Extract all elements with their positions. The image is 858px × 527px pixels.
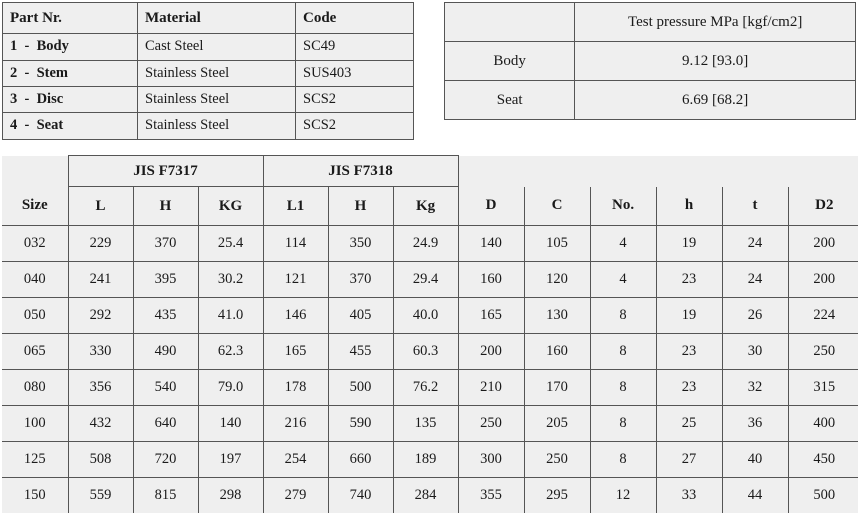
cell-h3: 19 [656,298,722,334]
cell-l: 229 [68,226,133,262]
cell-size: 150 [2,478,68,514]
group-jis-f7318: JIS F7318 [263,156,458,187]
col-header-d: D [458,187,524,226]
cell-l: 241 [68,262,133,298]
cell-kg2: 24.9 [393,226,458,262]
cell-no: 8 [590,334,656,370]
cell-d: 210 [458,370,524,406]
cell-l: 432 [68,406,133,442]
pressure-label-seat: Seat [445,81,575,120]
material-code: SCS2 [296,113,414,139]
cell-h2: 370 [328,262,393,298]
col-header-kg: KG [198,187,263,226]
cell-d: 250 [458,406,524,442]
cell-c: 120 [524,262,590,298]
material-code: SC49 [296,34,414,60]
cell-size: 100 [2,406,68,442]
col-header-size: Size [2,187,68,226]
cell-no: 8 [590,370,656,406]
cell-t: 36 [722,406,788,442]
pressure-corner-cell [445,3,575,42]
material-header-part: Part Nr. [3,3,138,34]
cell-c: 170 [524,370,590,406]
cell-c: 295 [524,478,590,514]
table-row [2,370,858,406]
table-row [2,226,858,262]
cell-h2: 455 [328,334,393,370]
material-name: Stainless Steel [138,86,296,112]
col-header-t: t [722,187,788,226]
pressure-header: Test pressure MPa [kgf/cm2] [575,3,856,42]
cell-t: 32 [722,370,788,406]
group-blank [2,156,68,187]
material-header-material: Material [138,3,296,34]
col-header-h: H [133,187,198,226]
table-row [3,60,414,86]
cell-d: 300 [458,442,524,478]
cell-kg: 30.2 [198,262,263,298]
cell-l1: 279 [263,478,328,514]
col-header-h3: h [656,187,722,226]
cell-t: 24 [722,226,788,262]
table-row [445,3,856,42]
cell-kg: 41.0 [198,298,263,334]
cell-kg: 298 [198,478,263,514]
cell-kg2: 189 [393,442,458,478]
cell-d2: 200 [788,226,858,262]
cell-no: 8 [590,298,656,334]
cell-l1: 165 [263,334,328,370]
cell-h2: 350 [328,226,393,262]
material-header-code: Code [296,3,414,34]
material-part: 2 - Stem [3,60,138,86]
cell-d: 160 [458,262,524,298]
cell-h: 540 [133,370,198,406]
cell-kg2: 60.3 [393,334,458,370]
cell-c: 130 [524,298,590,334]
cell-d2: 315 [788,370,858,406]
cell-t: 40 [722,442,788,478]
table-row [3,86,414,112]
cell-h3: 25 [656,406,722,442]
material-code: SCS2 [296,86,414,112]
dimensions-group-row [2,156,858,187]
table-row [2,478,858,514]
table-row [2,406,858,442]
cell-h: 640 [133,406,198,442]
cell-kg2: 40.0 [393,298,458,334]
group-flange [458,156,858,187]
cell-l1: 178 [263,370,328,406]
cell-d: 200 [458,334,524,370]
cell-size: 125 [2,442,68,478]
cell-h2: 500 [328,370,393,406]
dimensions-table [2,155,858,513]
table-row [3,34,414,60]
cell-kg2: 284 [393,478,458,514]
cell-c: 160 [524,334,590,370]
cell-l: 559 [68,478,133,514]
cell-d: 355 [458,478,524,514]
cell-kg2: 29.4 [393,262,458,298]
cell-kg: 62.3 [198,334,263,370]
cell-no: 12 [590,478,656,514]
material-part: 1 - Body [3,34,138,60]
cell-d2: 450 [788,442,858,478]
cell-no: 4 [590,226,656,262]
table-row [2,442,858,478]
dimensions-header-row [2,187,858,226]
cell-size: 032 [2,226,68,262]
cell-l1: 216 [263,406,328,442]
cell-no: 8 [590,406,656,442]
cell-h3: 27 [656,442,722,478]
col-header-no: No. [590,187,656,226]
cell-h3: 23 [656,262,722,298]
cell-t: 24 [722,262,788,298]
cell-h2: 740 [328,478,393,514]
cell-c: 105 [524,226,590,262]
table-row [3,113,414,139]
cell-d: 140 [458,226,524,262]
material-name: Cast Steel [138,34,296,60]
group-jis-f7317: JIS F7317 [68,156,263,187]
cell-c: 250 [524,442,590,478]
material-table [2,2,414,140]
table-row [2,262,858,298]
cell-d2: 400 [788,406,858,442]
cell-h3: 23 [656,370,722,406]
col-header-h2: H [328,187,393,226]
cell-c: 205 [524,406,590,442]
cell-h3: 19 [656,226,722,262]
material-name: Stainless Steel [138,60,296,86]
table-row [2,298,858,334]
cell-h3: 33 [656,478,722,514]
cell-h: 395 [133,262,198,298]
material-name: Stainless Steel [138,113,296,139]
cell-d2: 200 [788,262,858,298]
cell-d2: 250 [788,334,858,370]
table-row [445,42,856,81]
cell-l1: 254 [263,442,328,478]
cell-l: 508 [68,442,133,478]
cell-h: 720 [133,442,198,478]
table-row [445,81,856,120]
pressure-value-seat: 6.69 [68.2] [575,81,856,120]
material-part: 4 - Seat [3,113,138,139]
cell-h2: 405 [328,298,393,334]
cell-size: 050 [2,298,68,334]
cell-h2: 660 [328,442,393,478]
cell-l1: 121 [263,262,328,298]
pressure-label-body: Body [445,42,575,81]
cell-h: 490 [133,334,198,370]
material-code: SUS403 [296,60,414,86]
cell-l: 356 [68,370,133,406]
cell-h: 370 [133,226,198,262]
cell-h: 435 [133,298,198,334]
cell-d: 165 [458,298,524,334]
col-header-l1: L1 [263,187,328,226]
pressure-value-body: 9.12 [93.0] [575,42,856,81]
cell-l: 330 [68,334,133,370]
cell-l1: 146 [263,298,328,334]
material-table-header-row [3,3,414,34]
material-part: 3 - Disc [3,86,138,112]
col-header-c: C [524,187,590,226]
cell-no: 4 [590,262,656,298]
cell-h2: 590 [328,406,393,442]
cell-kg: 79.0 [198,370,263,406]
cell-d2: 500 [788,478,858,514]
table-row [2,334,858,370]
cell-t: 26 [722,298,788,334]
cell-no: 8 [590,442,656,478]
cell-size: 040 [2,262,68,298]
cell-size: 080 [2,370,68,406]
cell-kg2: 135 [393,406,458,442]
cell-t: 44 [722,478,788,514]
cell-h3: 23 [656,334,722,370]
cell-size: 065 [2,334,68,370]
col-header-kg2: Kg [393,187,458,226]
col-header-d2: D2 [788,187,858,226]
cell-l: 292 [68,298,133,334]
cell-h: 815 [133,478,198,514]
cell-kg2: 76.2 [393,370,458,406]
cell-t: 30 [722,334,788,370]
cell-kg: 25.4 [198,226,263,262]
col-header-l: L [68,187,133,226]
cell-l1: 114 [263,226,328,262]
cell-kg: 140 [198,406,263,442]
cell-kg: 197 [198,442,263,478]
cell-d2: 224 [788,298,858,334]
test-pressure-table [444,2,856,120]
